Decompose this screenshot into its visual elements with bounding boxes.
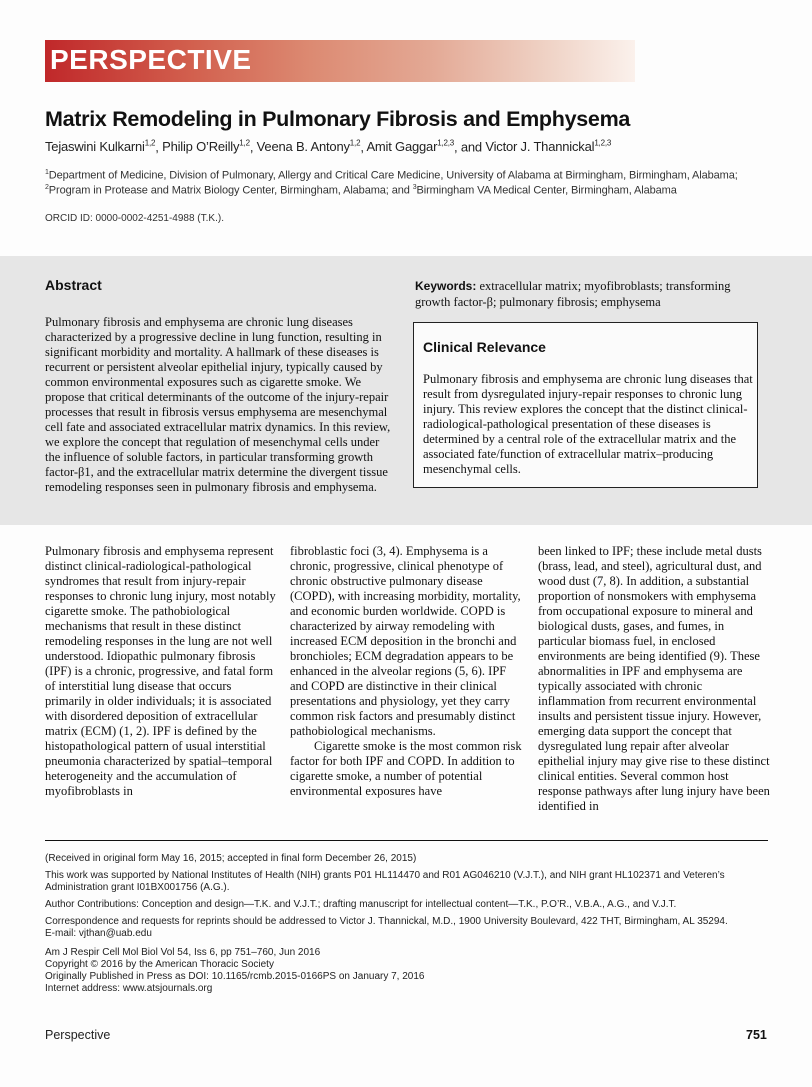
citation-info [45,947,775,995]
author[interactable]: Amit Gaggar$^{1,2,3}$ [366,139,455,155]
citation-line: Am J Respir Cell Mol Biol Vol 54, Iss 6, pp 751–760, Jun 2016 [45,947,321,958]
body-paragraph: Pulmonary fibrosis and emphysema represent distinct clinical-radiological-pathological syndromes that result from injury-repair responses to chronic lung injury, most notably cigarette smoke. The pathobiological mechanisms that result in these distinct remodeling responses in the lung are not well understood. Idiopathic pulmonary fibrosis (IPF) is a chronic, progressive, and fatal form of interstitial lung disease that occurs primarily in older individuals; it is associated with disordered deposition of extracellular matrix (ECM) (1, 2). IPF is defined by the histopathological pattern of usual interstitial pneumonia characterized by spatial–temporal heterogeneity and the accumulation of myofibroblasts in [45,544,276,798]
article-title: Matrix Remodeling in Pulmonary Fibrosis and Emphysema [45,107,631,131]
clinical-relevance-text: Pulmonary fibrosis and emphysema are chronic lung diseases that result from dysregulated injury-repair responses to chronic lung injury. This review explores the concept that the distinct clinical-radiological-pathological presentation of these diseases is determined by a central role of the extracellular matrix and the associated fate/function of extracellular matrix–producing mesenchymal cells. [423,372,753,476]
correspondence [45,916,775,940]
author-list: Tejaswini Kulkarni$^{1,2}$, Philip O’Reilly$^{1,2}$, Veena B. Antony$^{1,2}$, Amit Gaggar$^{1,2,3}$, and Victor J. Thannickal$^{1,2,3}$ [45,139,612,155]
section-label: PERSPECTIVE [50,44,252,75]
body-column-1 [45,544,277,799]
author[interactable]: Philip O’Reilly$^{1,2}$ [162,139,250,155]
doi-line[interactable]: Originally Published in Press as DOI: 10.1165/rcmb.2015-0166PS on January 7, 2016 [45,971,425,982]
correspondence-email[interactable]: E-mail: vjthan@uab.edu [45,928,152,939]
running-footer-section: Perspective [45,1028,111,1042]
body-paragraph: fibroblastic foci (3, 4). Emphysema is a chronic, progressive, clinical phenotype of chronic obstructive pulmonary disease (COPD), with increasing morbidity, mortality, and economic burden worldwide. COPD is characterized by airway remodeling with increased ECM deposition in the bronchi and bronchioles; ECM degradation appears to be enhanced in the alveolar regions (5, 6). IPF and COPD are distinctive in their clinical presentations and physiology, yet they carry common risk factors and presumably distinct pathobiological mechanisms. [290,544,521,738]
page-number: 751 [746,1028,767,1042]
clinical-relevance-heading: Clinical Relevance [423,339,546,355]
author-contributions: Author Contributions: Conception and design—T.K. and V.J.T.; drafting manuscript for intellectual content—T.K., P.O’R., V.B.A., A.G., and V.J.T. [45,899,677,910]
internet-address[interactable]: Internet address: www.atsjournals.org [45,983,213,994]
received-dates: (Received in original form May 16, 2015; accepted in final form December 26, 2015) [45,853,417,864]
body-column-3 [538,544,770,814]
section-banner [45,40,635,82]
author[interactable]: Victor J. Thannickal$^{1,2,3}$ [485,139,612,155]
funding-note: This work was supported by National Institutes of Health (NIH) grants P01 HL114470 and R01 AG046210 (V.J.T.), and NIH grant HL102371 and Veteren’s Administration grant I01BX001756 (A.G.). [45,870,725,893]
keywords-text: extracellular matrix; myofibroblasts; transforming growth factor-β; pulmonary fibrosis; emphysema [415,279,731,309]
clinical-relevance-box [413,322,758,488]
affiliations: $^1$Department of Medicine, Division of Pulmonary, Allergy and Critical Care Medicine, University of Alabama at Birmingham, Birmingham, Alabama; $^2$Program in Protease and Matrix Biology Center, Birmingham, Alabama; and $^3$Birmingham VA Medical Center, Birmingham, Alabama [45,169,738,197]
footnote-divider [45,840,768,841]
body-column-2 [290,544,522,799]
abstract-heading: Abstract [45,277,102,293]
keywords-label: Keywords: [415,279,477,293]
keywords [415,279,760,310]
body-paragraph: Cigarette smoke is the most common risk factor for both IPF and COPD. In addition to cigarette smoke, a number of potential environmental exposures have [290,739,522,798]
abstract-text: Pulmonary fibrosis and emphysema are chronic lung diseases characterized by a progressive decline in lung function, resulting in significant morbidity and mortality. A hallmark of these diseases is recurrent or persistent alveolar epithelial injury, typically caused by common environmental exposures such as cigarette smoke. We propose that critical determinants of the outcome of the injury-repair processes that result in fibrosis versus emphysema are mesenchymal cell fate and associated extracellular matrix dynamics. In this review, we explore the concept that regulation of mesenchymal cells under the influence of soluble factors, in particular transforming growth factor-β1, and the extracellular matrix determine the divergent tissue remodeling responses seen in pulmonary fibrosis and emphysema. [45,315,391,494]
author[interactable]: Tejaswini Kulkarni$^{1,2}$ [45,139,156,155]
correspondence-address: Correspondence and requests for reprints should be addressed to Victor J. Thannickal, M.D., 1900 University Boulevard, 422 THT, Birmingham, AL 35294. [45,916,728,927]
copyright-line: Copyright © 2016 by the American Thoracic Society [45,959,274,970]
body-paragraph: been linked to IPF; these include metal dusts (brass, lead, and steel), agricultural dust, and wood dust (7, 8). In addition, a substantial proportion of nonsmokers with emphysema from occupational exposure to mineral and biological dusts, gases, and fumes, in particular biomass fuel, in enclosed environments are being identified (9). These abnormalities in IPF and emphysema are typically associated with chronic inflammation from recurrent environmental insults and persistent tissue injury. However, emerging data support the concept that dysregulated lung repair after alveolar epithelial injury may give rise to these distinct clinical entities. Several common host response pathways after lung injury have been identified in [538,544,770,813]
orcid-id[interactable]: ORCID ID: 0000-0002-4251-4988 (T.K.). [45,213,224,224]
author[interactable]: Veena B. Antony$^{1,2}$ [256,139,361,155]
